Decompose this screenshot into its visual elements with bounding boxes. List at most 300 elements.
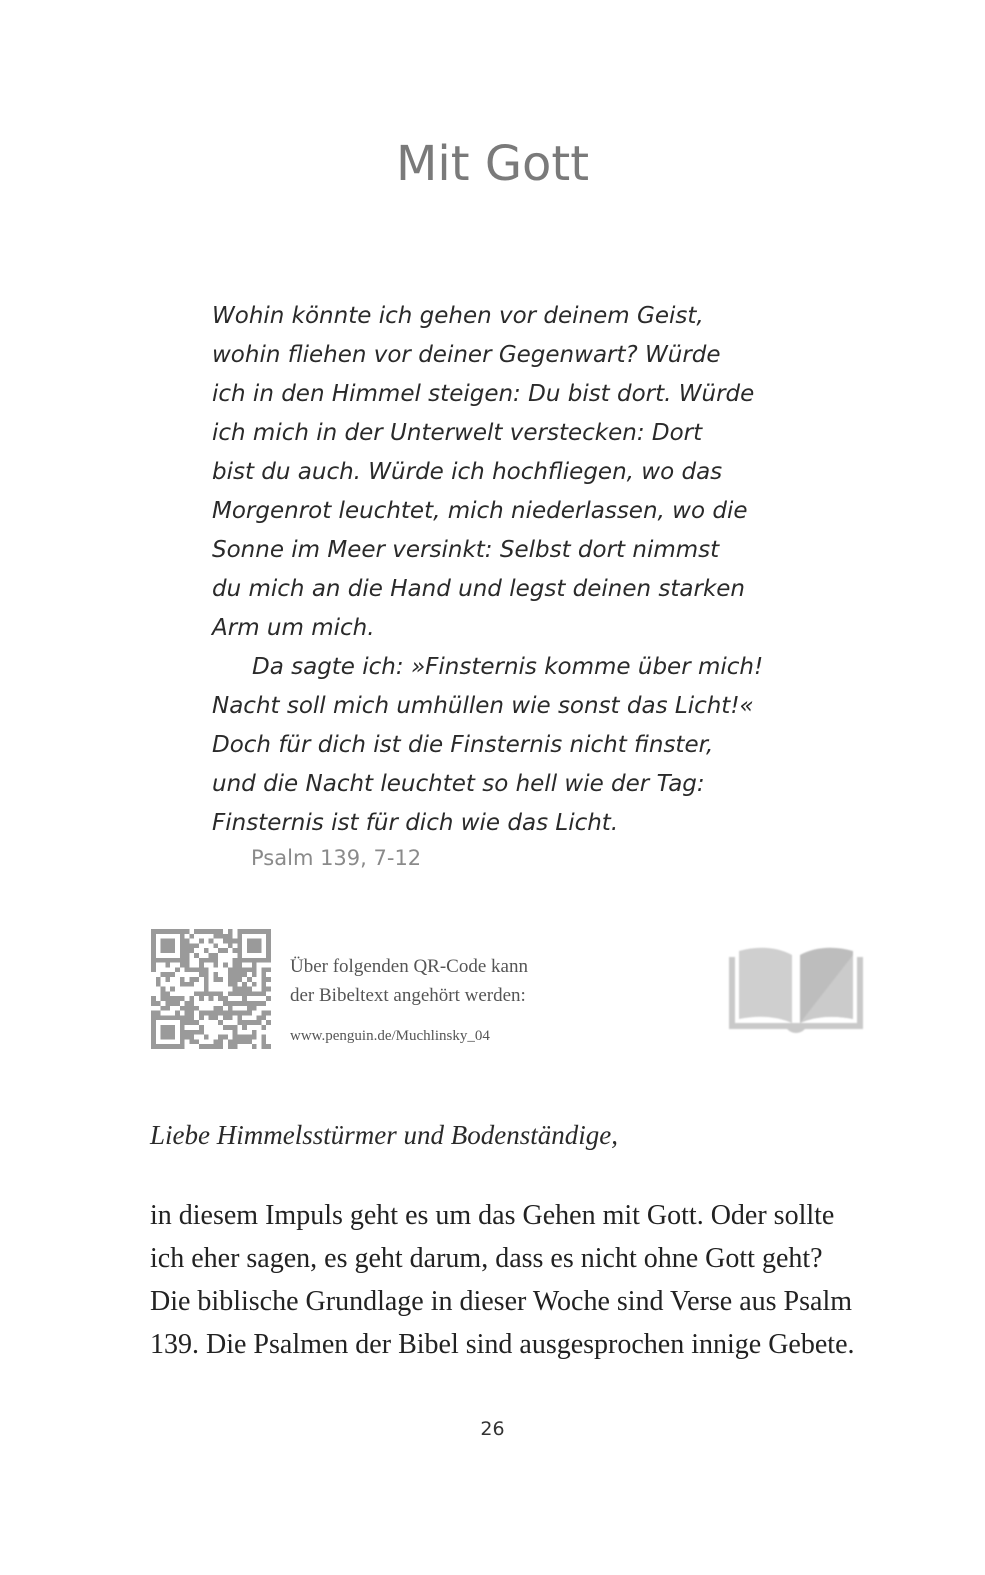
qr-module <box>233 991 238 996</box>
psalm-line: und die Nacht leuchtet so hell wie der Tag: <box>212 771 705 797</box>
qr-module <box>257 991 262 996</box>
qr-module <box>237 1039 242 1044</box>
qr-module <box>199 939 204 944</box>
qr-module <box>151 958 156 963</box>
qr-module <box>180 943 185 948</box>
qr-module <box>199 963 204 968</box>
qr-module <box>228 1011 233 1016</box>
body-line: 139. Die Psalmen der Bibel sind ausgesprochen innige Gebete. <box>150 1329 855 1360</box>
qr-module <box>170 948 175 953</box>
qr-module <box>204 972 209 977</box>
qr-module <box>161 948 166 953</box>
qr-module <box>170 939 175 944</box>
qr-module <box>266 1044 271 1049</box>
qr-module <box>151 934 156 939</box>
qr-module <box>151 939 156 944</box>
qr-module <box>180 1030 185 1035</box>
qr-module <box>242 996 247 1001</box>
qr-module <box>242 1001 247 1006</box>
qr-module <box>189 1001 194 1006</box>
psalm-quote <box>212 297 832 843</box>
qr-module <box>170 987 175 992</box>
qr-module <box>194 991 199 996</box>
qr-module <box>185 943 190 948</box>
qr-module <box>266 934 271 939</box>
qr-module <box>266 929 271 934</box>
qr-module <box>209 958 214 963</box>
qr-module <box>237 1035 242 1040</box>
qr-module <box>228 977 233 982</box>
qr-module <box>237 958 242 963</box>
qr-module <box>266 967 271 972</box>
qr-module <box>151 1030 156 1035</box>
qr-module <box>252 967 257 972</box>
qr-module <box>199 1025 204 1030</box>
qr-module <box>261 929 266 934</box>
psalm-line: Nacht soll mich umhüllen wie sonst das Licht!« <box>212 693 754 719</box>
qr-module <box>156 977 161 982</box>
qr-module <box>261 1044 266 1049</box>
qr-module <box>223 1015 228 1020</box>
qr-module <box>247 929 252 934</box>
qr-module <box>180 977 185 982</box>
qr-module <box>204 948 209 953</box>
psalm-line: Morgenrot leuchtet, mich niederlassen, wo die <box>212 498 748 524</box>
qr-module <box>233 1011 238 1016</box>
qr-module <box>257 1001 262 1006</box>
qr-module <box>218 1044 223 1049</box>
qr-module <box>209 1011 214 1016</box>
qr-module <box>213 963 218 968</box>
qr-module <box>228 934 233 939</box>
qr-module <box>213 1011 218 1016</box>
qr-module <box>213 991 218 996</box>
qr-module <box>185 1001 190 1006</box>
qr-module <box>204 958 209 963</box>
qr-module <box>266 1020 271 1025</box>
psalm-line: Arm um mich. <box>212 615 375 641</box>
qr-module <box>261 1001 266 1006</box>
qr-module <box>261 987 266 992</box>
qr-module <box>180 1006 185 1011</box>
qr-module <box>194 943 199 948</box>
qr-module <box>237 929 242 934</box>
qr-module <box>199 996 204 1001</box>
qr-module <box>180 953 185 958</box>
qr-module <box>175 1011 180 1016</box>
qr-module <box>204 929 209 934</box>
qr-module <box>261 1011 266 1016</box>
qr-module <box>185 939 190 944</box>
qr-module <box>185 929 190 934</box>
qr-module <box>213 958 218 963</box>
qr-module <box>223 948 228 953</box>
qr-module <box>175 1015 180 1020</box>
qr-module <box>237 948 242 953</box>
qr-module <box>161 929 166 934</box>
qr-module <box>242 967 247 972</box>
qr-module <box>257 948 262 953</box>
qr-module <box>156 1011 161 1016</box>
qr-module <box>252 1044 257 1049</box>
qr-module <box>165 1035 170 1040</box>
psalm-line: bist du auch. Würde ich hochfliegen, wo das <box>212 459 723 485</box>
qr-module <box>189 982 194 987</box>
qr-module <box>247 1001 252 1006</box>
qr-module <box>170 1025 175 1030</box>
qr-module <box>213 943 218 948</box>
letter-salutation: Liebe Himmelsstürmer und Bodenständige, <box>150 1120 618 1150</box>
qr-module <box>180 1015 185 1020</box>
qr-module <box>170 943 175 948</box>
qr-module <box>242 1011 247 1016</box>
qr-module <box>237 1001 242 1006</box>
qr-module <box>165 1025 170 1030</box>
psalm-line: Doch für dich ist die Finsternis nicht finster, <box>212 732 714 758</box>
qr-module <box>165 977 170 982</box>
qr-module <box>199 1015 204 1020</box>
qr-module <box>223 1025 228 1030</box>
qr-module <box>237 1011 242 1016</box>
qr-module <box>252 972 257 977</box>
qr-module <box>218 1006 223 1011</box>
qr-module <box>247 958 252 963</box>
qr-module <box>209 953 214 958</box>
qr-module <box>194 1039 199 1044</box>
qr-module <box>170 1030 175 1035</box>
qr-module <box>199 1030 204 1035</box>
qr-module <box>242 982 247 987</box>
qr-module <box>180 939 185 944</box>
qr-module <box>165 996 170 1001</box>
qr-module <box>242 972 247 977</box>
qr-module <box>233 977 238 982</box>
qr-module <box>233 963 238 968</box>
qr-module <box>266 958 271 963</box>
qr-module <box>189 948 194 953</box>
qr-module <box>247 948 252 953</box>
qr-module <box>180 1025 185 1030</box>
qr-module <box>189 1011 194 1016</box>
qr-module <box>261 1025 266 1030</box>
qr-module <box>175 1044 180 1049</box>
qr-module <box>209 996 214 1001</box>
qr-module <box>242 987 247 992</box>
qr-module <box>165 1001 170 1006</box>
qr-module <box>161 1006 166 1011</box>
qr-module <box>189 1006 194 1011</box>
qr-module <box>165 1030 170 1035</box>
qr-module <box>213 934 218 939</box>
qr-module <box>151 943 156 948</box>
qr-module <box>252 958 257 963</box>
qr-module <box>165 1015 170 1020</box>
qr-module <box>165 929 170 934</box>
psalm-line: Wohin könnte ich gehen vor deinem Geist, <box>212 303 704 329</box>
qr-module <box>204 1044 209 1049</box>
page-title: Mit Gott <box>395 136 590 192</box>
body-line: in diesem Impuls geht es um das Gehen mit Gott. Oder sollte <box>150 1200 835 1231</box>
qr-module <box>151 963 156 968</box>
qr-module <box>185 1006 190 1011</box>
qr-module <box>161 1030 166 1035</box>
qr-module <box>237 953 242 958</box>
psalm-line: Finsternis ist für dich wie das Licht. <box>212 810 619 836</box>
qr-module <box>204 991 209 996</box>
qr-module <box>261 1015 266 1020</box>
qr-module <box>189 967 194 972</box>
qr-module <box>242 958 247 963</box>
psalm-line: ich in den Himmel steigen: Du bist dort. Würde <box>212 381 755 407</box>
qr-module <box>209 1015 214 1020</box>
qr-module <box>185 982 190 987</box>
qr-module <box>237 943 242 948</box>
qr-module <box>237 972 242 977</box>
qr-module <box>170 972 175 977</box>
qr-module <box>228 1039 233 1044</box>
qr-module <box>199 967 204 972</box>
qr-module <box>175 967 180 972</box>
qr-module <box>204 987 209 992</box>
letter-body <box>150 1194 880 1366</box>
qr-module <box>180 948 185 953</box>
qr-module <box>194 1006 199 1011</box>
qr-module <box>228 929 233 934</box>
qr-module <box>170 1044 175 1049</box>
psalm-line: wohin fliehen vor deiner Gegenwart? Würde <box>212 342 721 368</box>
qr-module <box>223 963 228 968</box>
qr-module <box>156 1001 161 1006</box>
qr-module <box>151 948 156 953</box>
qr-module <box>189 1030 194 1035</box>
qr-module <box>228 967 233 972</box>
qr-module <box>180 929 185 934</box>
qr-module <box>165 972 170 977</box>
qr-module <box>223 1035 228 1040</box>
qr-module <box>247 1039 252 1044</box>
qr-module <box>194 1020 199 1025</box>
qr-module <box>261 1039 266 1044</box>
qr-module <box>175 929 180 934</box>
qr-module <box>218 996 223 1001</box>
qr-module <box>151 1015 156 1020</box>
qr-module <box>156 1044 161 1049</box>
qr-module <box>151 967 156 972</box>
qr-module <box>165 1044 170 1049</box>
qr-module <box>156 1015 161 1020</box>
qr-module <box>189 977 194 982</box>
qr-module <box>218 1020 223 1025</box>
qr-module <box>228 1001 233 1006</box>
qr-module <box>257 1020 262 1025</box>
psalm-line: Sonne im Meer versinkt: Selbst dort nimmst <box>212 537 720 563</box>
qr-module <box>266 939 271 944</box>
qr-module <box>180 963 185 968</box>
qr-module <box>189 943 194 948</box>
qr-module <box>247 1006 252 1011</box>
qr-module <box>257 958 262 963</box>
qr-module <box>189 1015 194 1020</box>
qr-module <box>199 958 204 963</box>
qr-module <box>213 1015 218 1020</box>
qr-module <box>151 996 156 1001</box>
qr-module <box>218 929 223 934</box>
qr-module <box>237 939 242 944</box>
qr-module <box>194 967 199 972</box>
qr-module <box>261 1035 266 1040</box>
qr-module <box>204 982 209 987</box>
qr-module <box>213 972 218 977</box>
qr-module <box>170 929 175 934</box>
qr-module <box>233 1044 238 1049</box>
qr-module <box>261 991 266 996</box>
qr-module <box>228 1044 233 1049</box>
qr-module <box>237 977 242 982</box>
qr-module <box>237 934 242 939</box>
qr-module <box>247 1020 252 1025</box>
qr-module <box>156 958 161 963</box>
qr-module <box>165 958 170 963</box>
qr-module <box>252 1020 257 1025</box>
qr-module <box>242 1039 247 1044</box>
qr-module <box>228 991 233 996</box>
qr-module <box>194 1030 199 1035</box>
qr-module <box>185 1030 190 1035</box>
qr-module <box>209 991 214 996</box>
audio-link[interactable]: www.penguin.de/Muchlinsky_04 <box>290 1028 490 1044</box>
qr-module <box>228 1015 233 1020</box>
qr-module <box>233 939 238 944</box>
qr-code-icon[interactable] <box>151 929 271 1049</box>
qr-module <box>233 1001 238 1006</box>
qr-module <box>161 1044 166 1049</box>
qr-module <box>223 996 228 1001</box>
qr-module <box>161 1025 166 1030</box>
qr-module <box>165 963 170 968</box>
qr-module <box>213 1039 218 1044</box>
qr-module <box>257 939 262 944</box>
qr-module <box>180 958 185 963</box>
qr-module <box>180 1039 185 1044</box>
qr-module <box>199 929 204 934</box>
qr-caption-line: der Bibeltext angehört werden: <box>290 985 526 1006</box>
qr-module <box>165 943 170 948</box>
qr-module <box>204 977 209 982</box>
qr-module <box>180 996 185 1001</box>
qr-module <box>170 1001 175 1006</box>
qr-module <box>233 982 238 987</box>
qr-module <box>151 1020 156 1025</box>
qr-module <box>175 1001 180 1006</box>
qr-module <box>151 1011 156 1016</box>
qr-module <box>218 1035 223 1040</box>
qr-module <box>165 939 170 944</box>
qr-module <box>233 1030 238 1035</box>
qr-module <box>165 991 170 996</box>
qr-module <box>151 1039 156 1044</box>
qr-module <box>189 1035 194 1040</box>
qr-module <box>228 982 233 987</box>
qr-module <box>151 1035 156 1040</box>
qr-module <box>228 1006 233 1011</box>
qr-module <box>161 1035 166 1040</box>
qr-module <box>180 1020 185 1025</box>
psalm-line: Da sagte ich: »Finsternis komme über mich! <box>252 654 764 680</box>
qr-module <box>218 948 223 953</box>
qr-module <box>213 1006 218 1011</box>
qr-module <box>204 1011 209 1016</box>
qr-module <box>151 929 156 934</box>
qr-module <box>237 987 242 992</box>
qr-module <box>247 991 252 996</box>
qr-module <box>233 1035 238 1040</box>
qr-module <box>170 1035 175 1040</box>
qr-module <box>247 1011 252 1016</box>
qr-module <box>185 1020 190 1025</box>
qr-module <box>223 939 228 944</box>
qr-module <box>252 1030 257 1035</box>
qr-module <box>213 929 218 934</box>
qr-module <box>165 1006 170 1011</box>
qr-module <box>261 982 266 987</box>
qr-module <box>242 1035 247 1040</box>
qr-module <box>161 943 166 948</box>
qr-module <box>257 943 262 948</box>
qr-module <box>242 1025 247 1030</box>
qr-module <box>237 1015 242 1020</box>
qr-module <box>170 1015 175 1020</box>
qr-module <box>209 929 214 934</box>
qr-module <box>252 1001 257 1006</box>
qr-module <box>247 967 252 972</box>
qr-module <box>194 929 199 934</box>
qr-module <box>165 948 170 953</box>
qr-module <box>252 982 257 987</box>
qr-module <box>228 943 233 948</box>
qr-module <box>242 1020 247 1025</box>
qr-module <box>180 1044 185 1049</box>
qr-module <box>199 991 204 996</box>
qr-module <box>156 982 161 987</box>
open-book-icon <box>725 945 867 1037</box>
qr-module <box>261 972 266 977</box>
qr-caption-line: Über folgenden QR-Code kann <box>290 956 528 977</box>
qr-module <box>228 939 233 944</box>
qr-module <box>209 939 214 944</box>
qr-module <box>266 953 271 958</box>
qr-module <box>218 991 223 996</box>
body-line: Die biblische Grundlage in dieser Woche sind Verse aus Psalm <box>150 1286 853 1317</box>
qr-module <box>218 1011 223 1016</box>
qr-caption <box>290 952 528 1010</box>
qr-module <box>170 996 175 1001</box>
qr-module <box>204 1035 209 1040</box>
qr-module <box>233 1025 238 1030</box>
qr-module <box>189 996 194 1001</box>
qr-module <box>199 1011 204 1016</box>
qr-module <box>237 1020 242 1025</box>
qr-module <box>252 1006 257 1011</box>
qr-module <box>161 991 166 996</box>
qr-module <box>261 958 266 963</box>
qr-module <box>252 963 257 968</box>
qr-module <box>218 1039 223 1044</box>
qr-module <box>266 996 271 1001</box>
qr-module <box>247 1035 252 1040</box>
qr-module <box>180 982 185 987</box>
qr-module <box>185 953 190 958</box>
qr-module <box>247 943 252 948</box>
